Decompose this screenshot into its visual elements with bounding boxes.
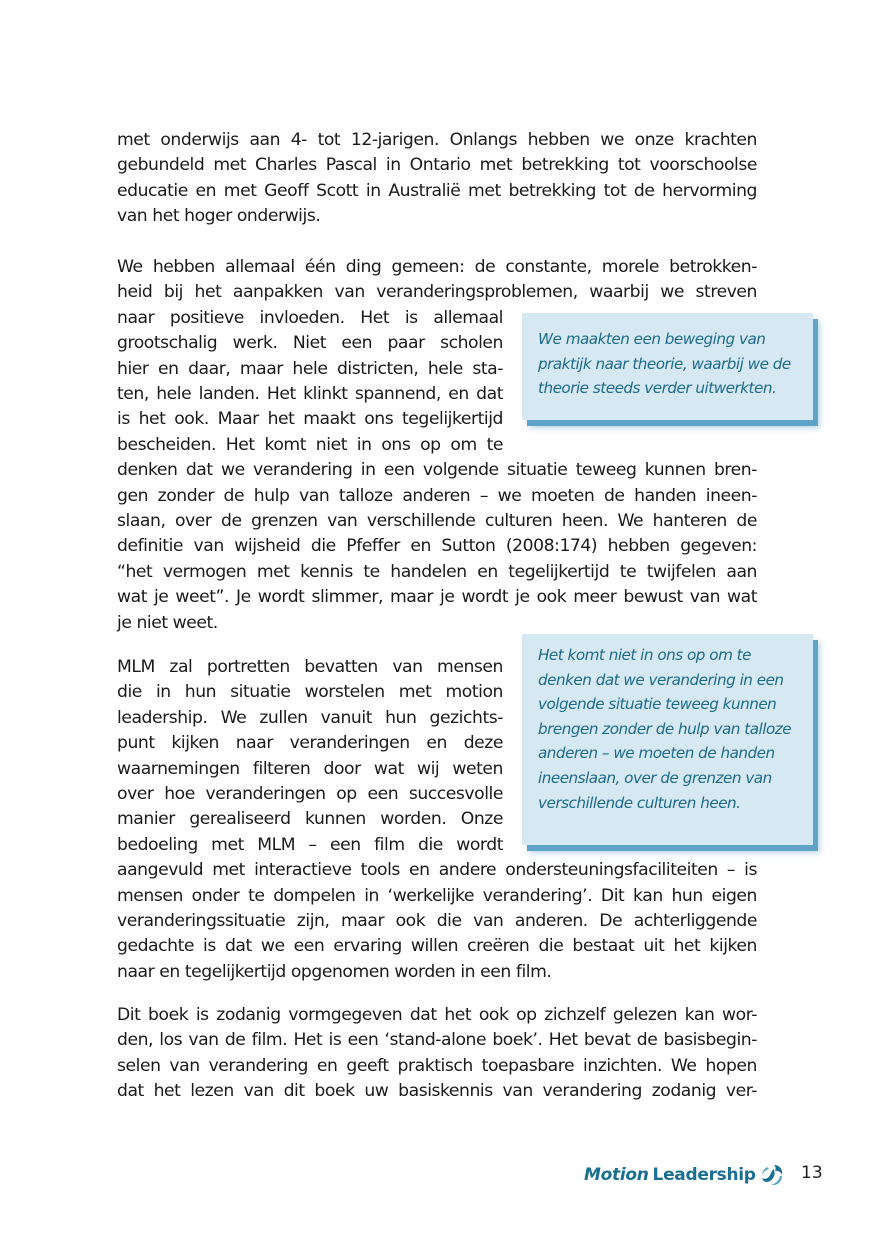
quote-line: We maakten een beweging van: [538, 330, 766, 348]
text-line: Dit boek is zodanig vormgegeven dat het ook op zichzelf gelezen kan wor-: [117, 1005, 757, 1025]
brand-motion: Motion: [584, 1165, 649, 1185]
paragraph-4: [117, 1003, 757, 1105]
quote-line: volgende situatie teweeg kunnen: [538, 695, 777, 714]
quote-line: verschillende culturen heen.: [538, 793, 741, 812]
text-line: die in hun situatie worstelen met motion: [117, 682, 503, 703]
text-line: slaan, over de grenzen van verschillende culturen heen. We hanteren de: [117, 511, 757, 532]
text-line: den, los van de film. Het is een ‘stand-alone boek’. Het bevat de basisbegin-: [117, 1030, 757, 1051]
text-line: wat je weet”. Je wordt slimmer, maar je wordt je ook meer bewust van wat: [117, 587, 757, 608]
quote-line: denken dat we verandering in een: [538, 670, 784, 689]
text-line: over hoe veranderingen op een succesvolle: [117, 784, 503, 805]
text-line: MLM zal portretten bevatten van mensen: [117, 657, 503, 677]
motion-leadership-swirl-icon: [760, 1163, 784, 1187]
text-line: grootschalig werk. Niet een paar scholen: [117, 333, 503, 354]
text-line: gedachte is dat we een ervaring willen creëren die bestaat uit het kijken: [117, 936, 757, 957]
pull-quote-1: [522, 313, 813, 420]
text-line: waarnemingen filteren door wat wij weten: [117, 758, 503, 779]
quote-line: ineenslaan, over de grenzen van: [538, 768, 772, 787]
text-line: je niet weet.: [117, 612, 218, 633]
text-line: selen van verandering en geeft praktisch toepasbare inzichten. We hopen: [117, 1055, 757, 1076]
text-line: van het hoger onderwijs.: [117, 206, 321, 227]
text-line: hier en daar, maar hele districten, hele sta-: [117, 358, 503, 379]
text-line: naar positieve invloeden. Het is allemaal: [117, 307, 503, 328]
footer-brand: [584, 1160, 784, 1190]
text-line: “het vermogen met kennis te handelen en tegelijkertijd te twijfelen aan: [117, 561, 757, 582]
text-line: gen zonder de hulp van talloze anderen – we moeten de handen ineen-: [117, 485, 757, 506]
text-line: definitie van wijsheid die Pfeffer en Sutton (2008:174) hebben gegeven:: [117, 536, 757, 557]
quote-line: Het komt niet in ons op om te: [538, 646, 751, 664]
page-number: 13: [801, 1163, 823, 1183]
text-line: bescheiden. Het komt niet in ons op om te: [117, 434, 503, 455]
text-line: educatie en met Geoff Scott in Australië met betrekking tot de hervorming: [117, 180, 757, 201]
text-line: veranderingssituatie zijn, maar ook die van anderen. De achterliggende: [117, 911, 757, 932]
quote-line: praktijk naar theorie, waarbij we de: [538, 354, 791, 373]
text-line: naar en tegelijkertijd opgenomen worden in een film.: [117, 961, 552, 982]
quote-line: theorie steeds verder uitwerkten.: [538, 379, 777, 398]
quote-line: brengen zonder de hulp van talloze: [538, 719, 792, 738]
text-line: is het ook. Maar het maakt ons tegelijkertijd: [117, 409, 503, 430]
text-line: ten, hele landen. Het klinkt spannend, en dat: [117, 384, 503, 405]
text-line: punt kijken naar veranderingen en deze: [117, 733, 503, 754]
text-line: bedoeling met MLM – een film die wordt: [117, 834, 503, 855]
text-line: gebundeld met Charles Pascal in Ontario met betrekking tot voorschoolse: [117, 155, 757, 176]
paragraph-1: [117, 128, 757, 230]
text-line: denken dat we verandering in een volgende situatie teweeg kunnen bren-: [117, 460, 757, 481]
text-line: met onderwijs aan 4- tot 12-jarigen. Onlangs hebben we onze krachten: [117, 130, 757, 150]
text-line: aangevuld met interactieve tools en andere ondersteuningsfaciliteiten – is: [117, 860, 757, 881]
text-line: manier gerealiseerd kunnen worden. Onze: [117, 809, 503, 830]
text-line: We hebben allemaal één ding gemeen: de constante, morele betrokken-: [117, 257, 757, 277]
text-line: mensen onder te dompelen in ‘werkelijke verandering’. Dit kan hun eigen: [117, 885, 757, 906]
brand-leadership: Leadership: [652, 1165, 756, 1185]
pull-quote-2: [522, 634, 813, 845]
quote-line: anderen – we moeten de handen: [538, 744, 775, 763]
text-line: heid bij het aanpakken van veranderingsproblemen, waarbij we streven: [117, 282, 757, 303]
text-line: dat het lezen van dit boek uw basiskennis van verandering zodanig ver-: [117, 1081, 757, 1102]
text-line: leadership. We zullen vanuit hun gezichts-: [117, 707, 503, 728]
